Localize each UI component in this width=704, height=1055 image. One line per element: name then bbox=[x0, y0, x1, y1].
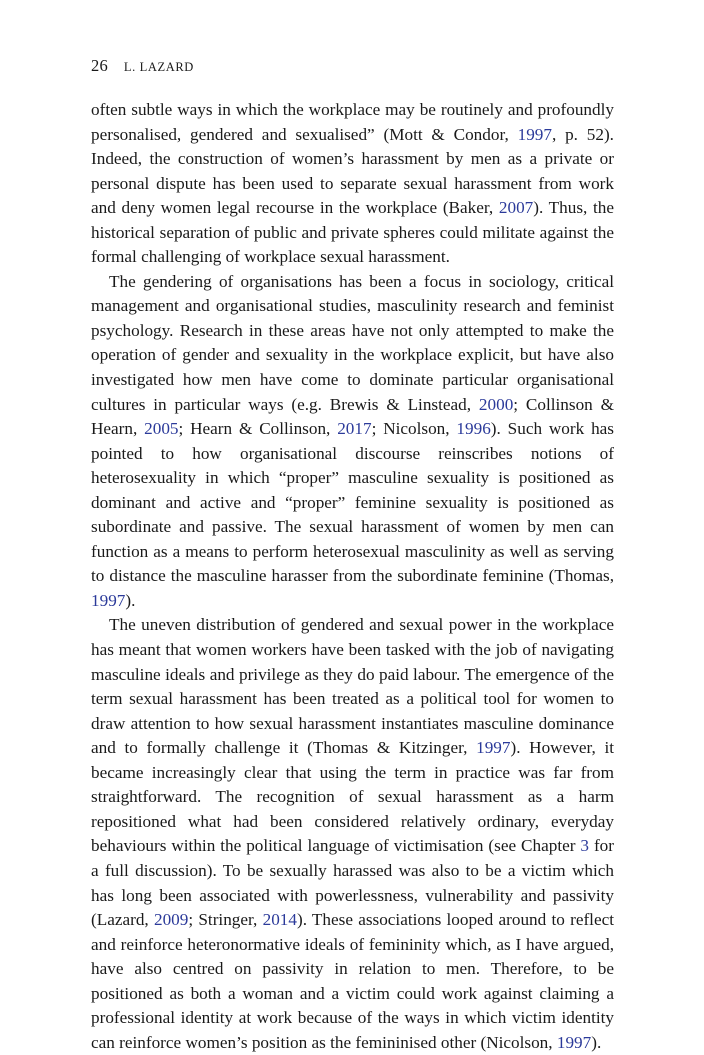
paragraph-text: ; Hearn & Collinson, bbox=[178, 419, 338, 439]
body-paragraph bbox=[91, 613, 614, 1055]
citation-link[interactable]: 2000 bbox=[478, 394, 514, 414]
paragraph-text: often subtle ways in which the workplace may be routinely and profoundly personalised, gendered and sexualised” (Mott & Condor, bbox=[91, 100, 614, 144]
paragraph-text: ; Collinson & Hearn, bbox=[91, 394, 614, 439]
citation-link[interactable]: 3 bbox=[580, 836, 589, 856]
page-number: 26 bbox=[91, 56, 108, 75]
paragraph-text: ). bbox=[125, 590, 136, 610]
paragraph-text: ). Such work has pointed to how organisational discourse reinscribes notions of heterosexuality in which “proper” masculine sexuality is positioned as dominant and active and “proper” feminine sexuality is positioned as subordinate and passive. The sexual harassment of women by men can function as a means to perform heterosexual masculinity as well as serving to distance the masculine harasser from the subordinate feminine (Thomas, bbox=[91, 419, 614, 586]
citation-link[interactable]: 2005 bbox=[144, 419, 179, 439]
body-paragraph bbox=[91, 98, 614, 270]
paragraph-text: ). bbox=[591, 1032, 602, 1052]
paragraph-text: The gendering of organisations has been a focus in sociology, critical management and organisational studies, masculinity research and feminist psychology. Research in these areas have not only attempted to make the operation of gender and sexuality in the workplace explicit, but have also investigated how men have come to dominate particular organisational cultures in particular ways (e.g. Brewis & Linstead, bbox=[91, 271, 614, 414]
paragraph-text: ). However, it became increasingly clear that using the term in practice was far from straightforward. The recognition of sexual harassment as a harm repositioned what had been considered relatively ordinary, everyday behaviours within the political language of victimisation (see Chapter bbox=[91, 738, 614, 856]
body-paragraph bbox=[91, 270, 614, 614]
citation-link[interactable]: 2014 bbox=[262, 910, 297, 930]
citation-link[interactable]: 2007 bbox=[498, 198, 534, 218]
citation-link[interactable]: 1997 bbox=[556, 1032, 592, 1052]
body-text bbox=[91, 98, 614, 1055]
paragraph-text: ). Thus, the historical separation of public and private spheres could militate against the formal challenging of workplace sexual harassment. bbox=[91, 198, 614, 267]
citation-link[interactable]: 2009 bbox=[153, 910, 189, 930]
paragraph-text: , p. 52). Indeed, the construction of women’s harassment by men as a private or personal dispute has been used to separate sexual harassment from work and deny women legal recourse in the workplace (Baker, bbox=[91, 124, 614, 218]
paragraph-text: The uneven distribution of gendered and sexual power in the workplace has meant that women workers have been tasked with the job of navigating masculine ideals and privilege as they do paid labour. The emergence of the term sexual harassment has been treated as a political tool for women to draw attention to how sexual harassment instantiates masculine dominance and to formally challenge it (Thomas & Kitzinger, bbox=[91, 615, 614, 758]
running-head-author: L. LAZARD bbox=[123, 60, 194, 74]
paragraph-text: ). These associations looped around to reflect and reinforce heteronormative ideals of femininity which, as I have argued, have also centred on passivity in relation to men. Therefore, to be positioned as both a woman and a victim could work against claiming a professional identity at work because of the ways in which victim identity can reinforce women’s position as the femininised other (Nicolson, bbox=[91, 910, 614, 1052]
citation-link[interactable]: 1997 bbox=[517, 124, 552, 144]
citation-link[interactable]: 1997 bbox=[476, 738, 511, 758]
citation-link[interactable]: 2017 bbox=[337, 419, 372, 439]
citation-link[interactable]: 1996 bbox=[456, 419, 491, 439]
paragraph-text: for a full discussion). To be sexually harassed was also to be a victim which has long been associated with powerlessness, vulnerability and passivity (Lazard, bbox=[91, 836, 614, 930]
citation-link[interactable]: 1997 bbox=[91, 590, 126, 610]
running-head bbox=[91, 56, 194, 76]
paragraph-text: ; Stringer, bbox=[188, 910, 263, 930]
paragraph-text: ; Nicolson, bbox=[371, 419, 457, 439]
